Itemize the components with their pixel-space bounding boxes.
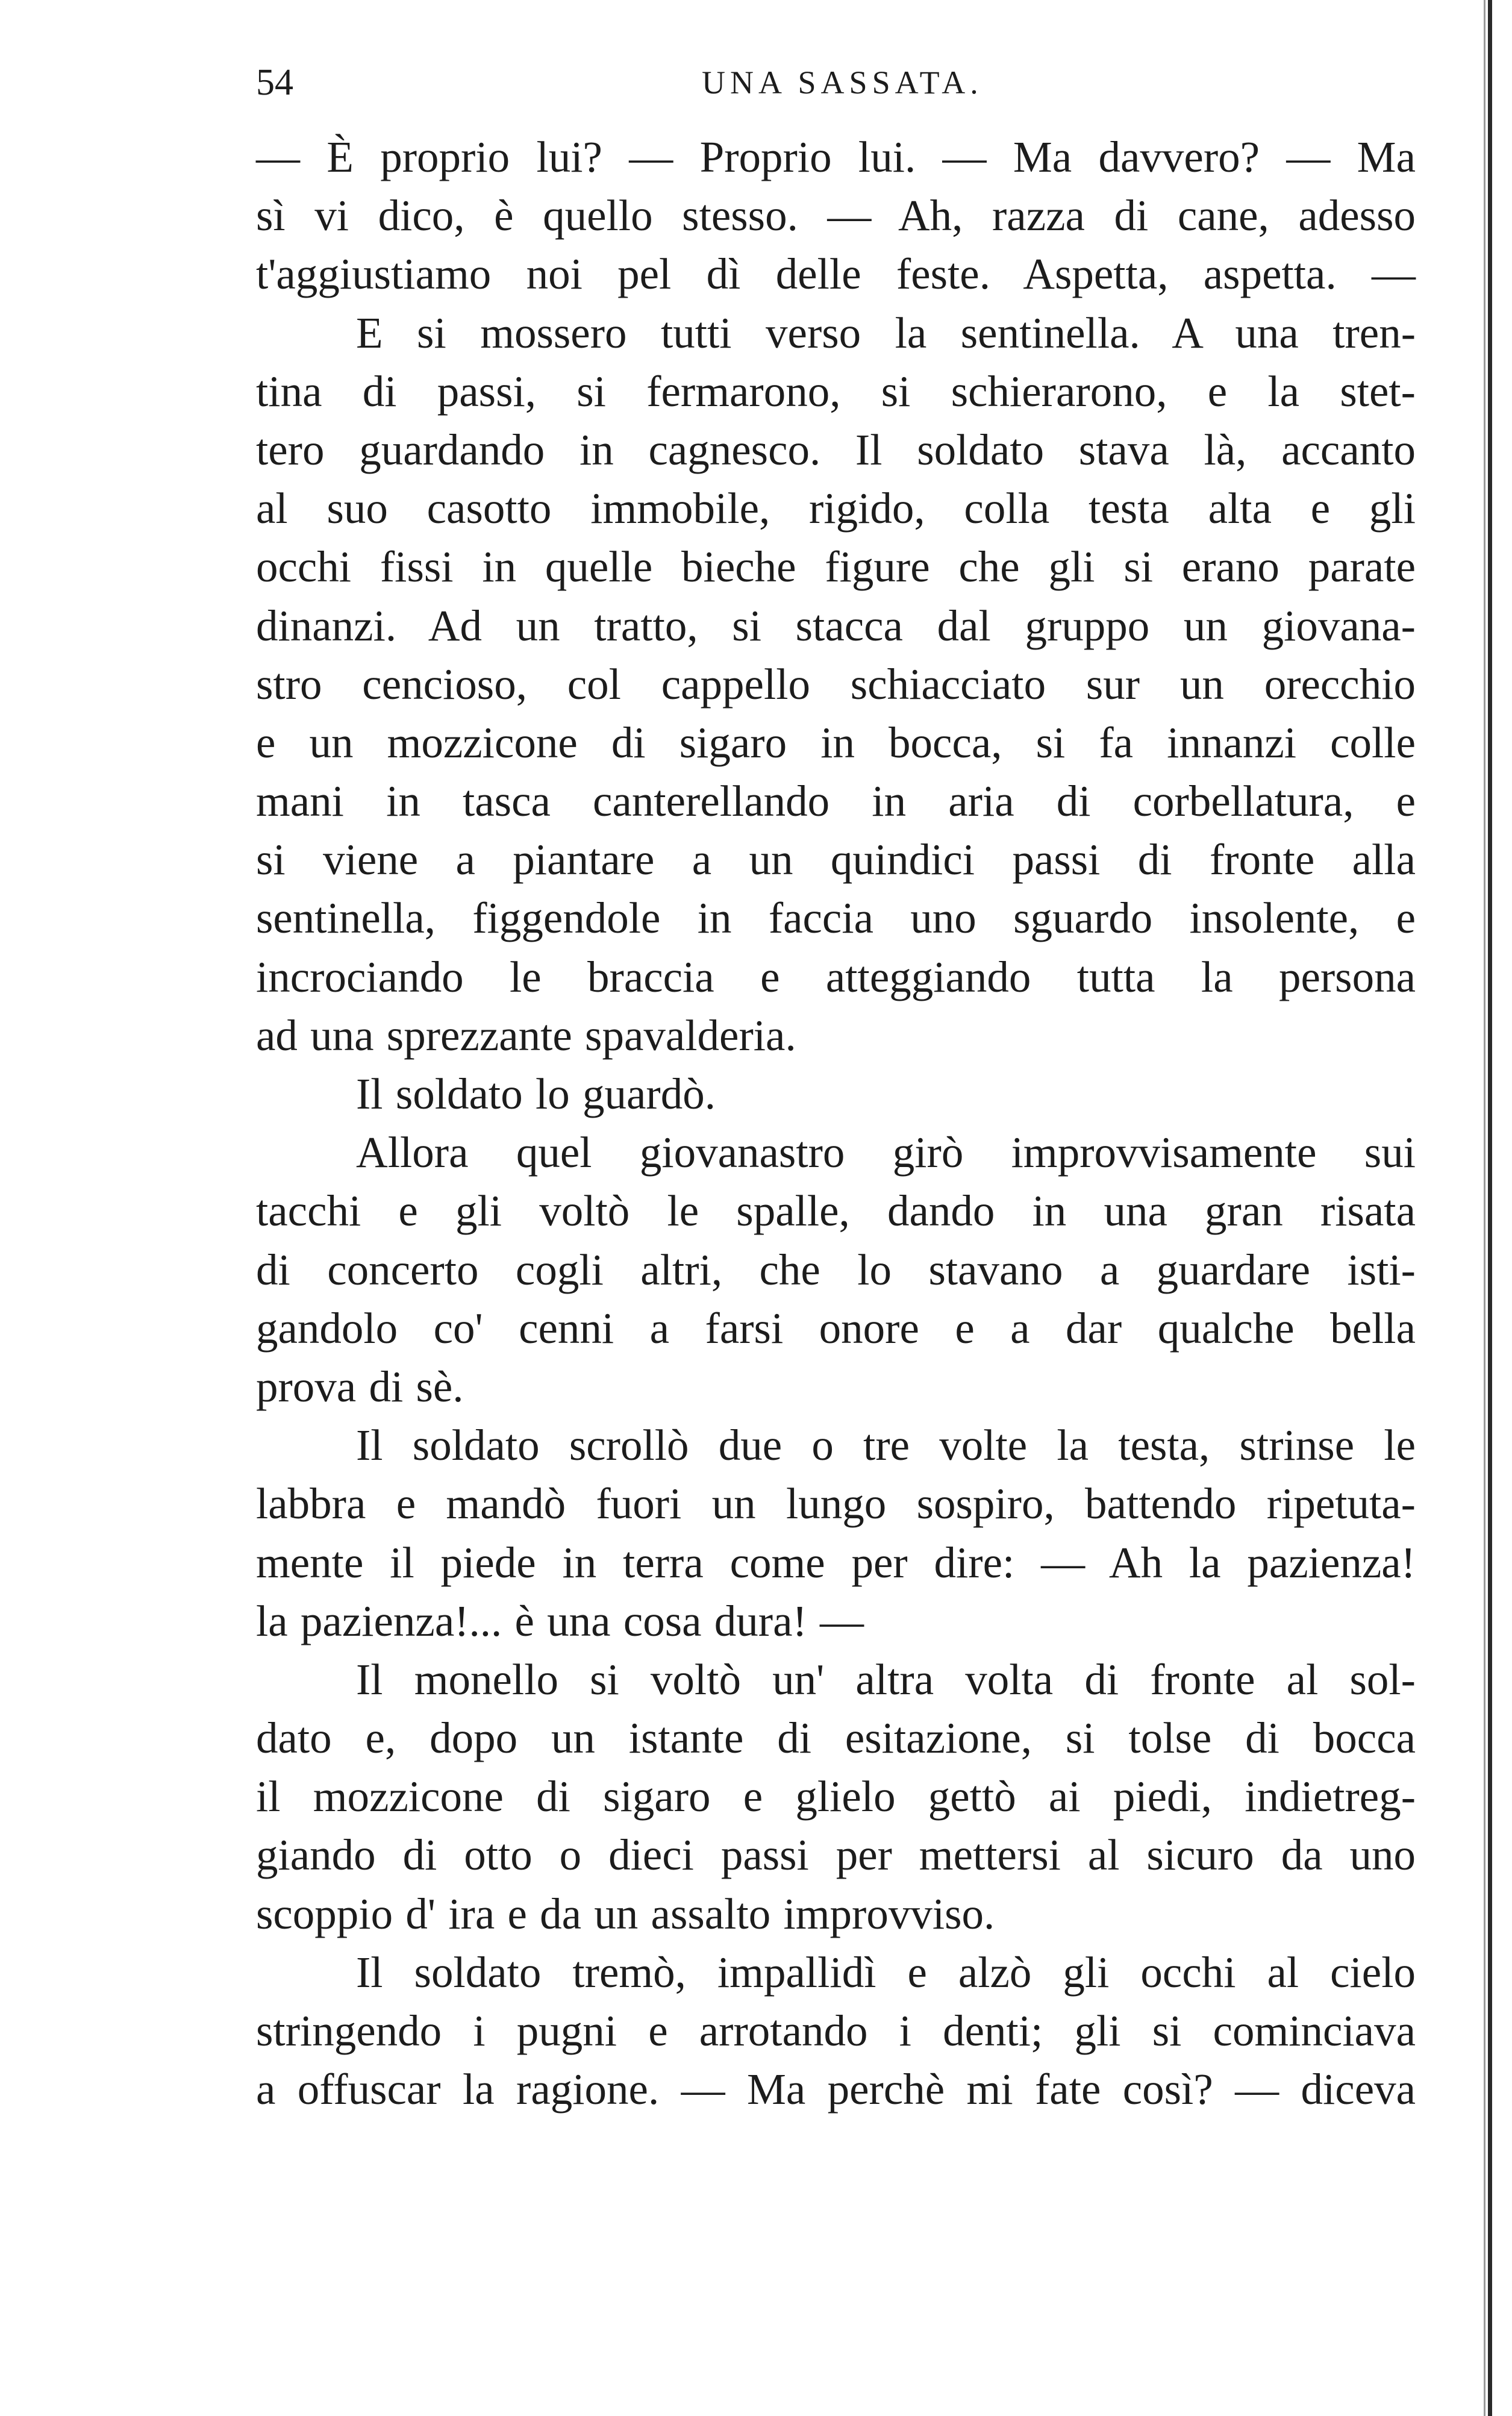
text-line: Il soldato lo guardò. [356,1069,716,1118]
text-line: di concerto cogli altri, che lo stavano a guardare isti- [256,1245,1416,1294]
text-line: Il monello si voltò un' altra volta di fronte al sol- [356,1654,1416,1704]
text-line: labbra e mandò fuori un lungo sospiro, battendo ripetuta- [256,1479,1416,1529]
text-line: a offuscar la ragione. — Ma perchè mi fate così? — diceva [256,2065,1416,2114]
running-title: UNA SASSATA. [702,64,983,101]
page-number: 54 [256,62,293,103]
text-line: Il soldato tremò, impallidì e alzò gli occhi al cielo [356,1947,1416,1997]
text-line: stringendo i pugni e arrotando i denti; gli si cominciava [256,2006,1416,2055]
text-line: E si mossero tutti verso la sentinella. A una tren- [356,308,1416,357]
text-line: e un mozzicone di sigaro in bocca, si fa innanzi colle [256,718,1416,767]
running-head [256,55,1413,110]
text-line: incrociando le braccia e atteggiando tutta la persona [256,952,1416,1001]
text-line: scoppio d' ira e da un assalto improvviso. [256,1889,995,1938]
text-line: tacchi e gli voltò le spalle, dando in una gran risata [256,1186,1416,1236]
page-edge-shadow [1484,0,1485,2416]
text-line: si viene a piantare a un quindici passi di fronte alla [256,835,1416,884]
text-line: Il soldato scrollò due o tre volte la testa, strinse le [356,1421,1416,1470]
text-line: gandolo co' cenni a farsi onore e a dar qualche bella [256,1303,1416,1353]
text-line: la pazienza!... è una cosa dura! — [256,1596,864,1645]
body-text [256,128,1416,2118]
text-line: — È proprio lui? — Proprio lui. — Ma davvero? — Ma [256,133,1416,181]
text-line: mente il piede in terra come per dire: — Ah la pazienza! [256,1538,1416,1587]
text-line: Allora quel giovanastro girò improvvisamente sui [356,1128,1416,1177]
text-line: tina di passi, si fermarono, si schierarono, e la stet- [256,366,1416,416]
text-line: t'aggiustiamo noi pel dì delle feste. Aspetta, aspetta. — [256,249,1416,299]
text-line: giando di otto o dieci passi per mettersi al sicuro da uno [256,1830,1416,1880]
text-line: occhi fissi in quelle bieche figure che gli si erano parate [256,542,1416,592]
text-line: prova di sè. [256,1362,464,1411]
text-line: mani in tasca canterellando in aria di corbellatura, e [256,777,1416,826]
text-line: il mozzicone di sigaro e glielo gettò ai piedi, indietreg- [256,1772,1416,1821]
text-line: sì vi dico, è quello stesso. — Ah, razza di cane, adesso [256,191,1416,240]
text-line: stro cencioso, col cappello schiacciato sur un orecchio [256,659,1416,709]
text-line: sentinella, figgendole in faccia uno sguardo insolente, e [256,893,1416,943]
text-line: tero guardando in cagnesco. Il soldato stava là, accanto [256,425,1416,474]
page-edge [1488,0,1492,2416]
text-line: ad una sprezzante spavalderia. [256,1010,796,1060]
text-line: al suo casotto immobile, rigido, colla testa alta e gli [256,484,1416,533]
text-line: dato e, dopo un istante di esitazione, si tolse di bocca [256,1713,1416,1763]
text-line: dinanzi. Ad un tratto, si stacca dal gruppo un giovana- [256,601,1416,650]
